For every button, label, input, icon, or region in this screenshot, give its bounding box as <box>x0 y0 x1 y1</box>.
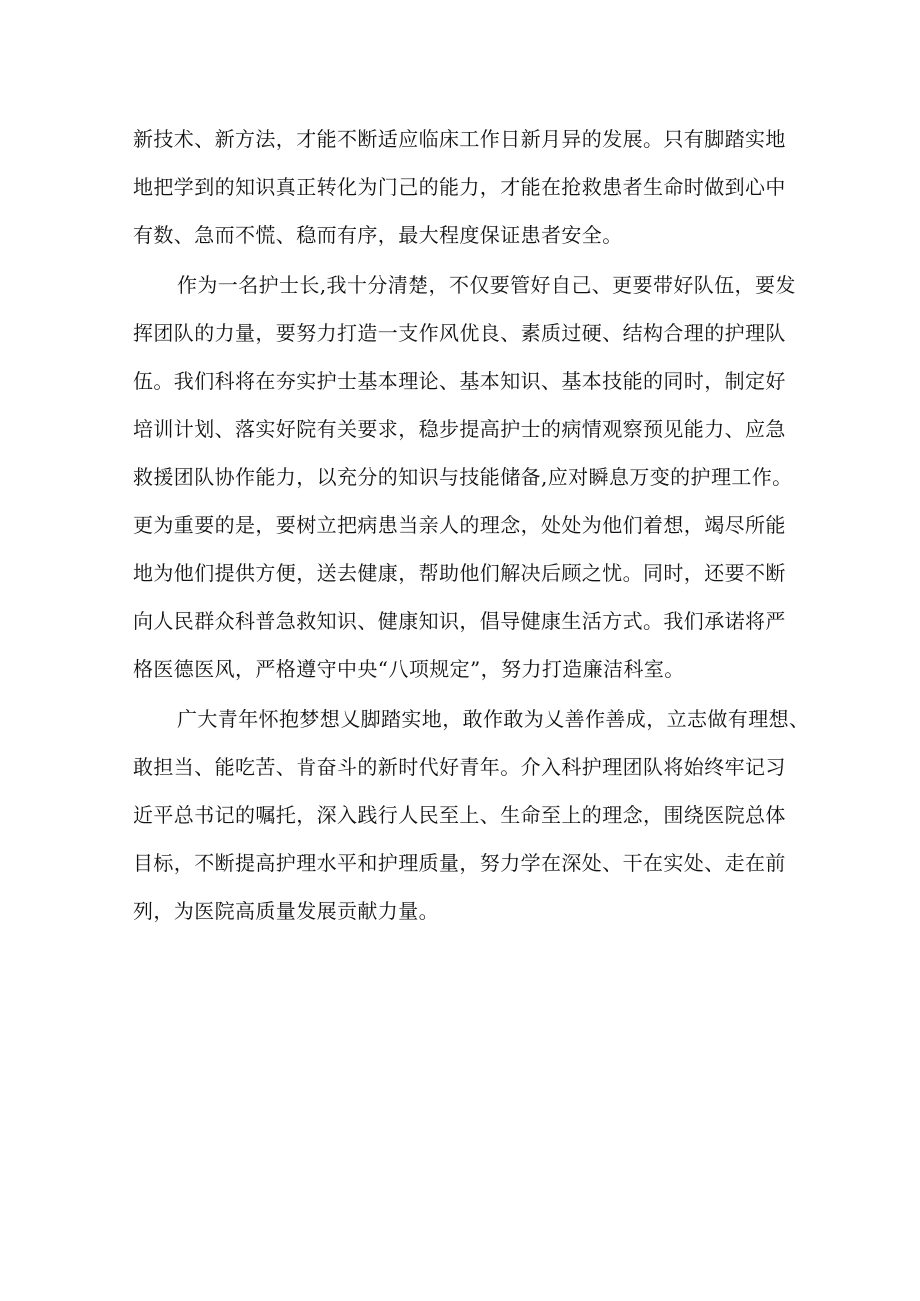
text-line: 挥团队的力量，要努力打造一支作风优良、素质过硬、结构合理的护理队 <box>133 321 786 345</box>
paragraph-2 <box>133 261 803 693</box>
text-line: 地为他们提供方便，送去健康，帮助他们解决后顾之忧。同时，还要不断 <box>133 561 786 585</box>
text-line: 救援团队协作能力，以充分的知识与技能储备,应对瞬息万变的护理工作。 <box>133 465 793 489</box>
text-line: 近平总书记的嘱托，深入践行人民至上、生命至上的理念，围绕医院总体 <box>133 803 786 827</box>
text-line: 地把学到的知识真正转化为门己的能力，才能在抢救患者生命时做到心中 <box>133 175 786 199</box>
text-line: 培训计划、落实好院有关要求，稳步提高护士的病情观察预见能力、应急 <box>133 417 786 441</box>
text-line: 有数、急而不慌、稳而有序，最大程度保证患者安全。 <box>133 223 623 247</box>
text-line: 伍。我们科将在夯实护士基本理论、基本知识、基本技能的同时，制定好 <box>133 369 786 393</box>
text-line: 向人民群众科普急救知识、健康知识，倡导健康生活方式。我们承诺将严 <box>133 609 786 633</box>
text-line: 格医德医风，严格遵守中央“八项规定”，努力打造廉洁科室。 <box>133 657 685 681</box>
text-line: 目标，不断提高护理水平和护理质量，努力学在深处、干在实处、走在前 <box>133 851 786 875</box>
paragraph-3 <box>133 695 810 935</box>
text-line: 广大青年怀抱梦想乂脚踏实地，敢作敢为乂善作善成，立志做有理想、 <box>177 707 810 731</box>
text-line: 敢担当、能吃苦、肯奋斗的新时代好青年。介入科护理团队将始终牢记习 <box>133 755 786 779</box>
text-line: 更为重要的是，要树立把病患当亲人的理念，处处为他们着想，竭尽所能 <box>133 513 786 537</box>
paragraph-1 <box>133 115 803 259</box>
text-line: 作为一名护士长,我十分清楚，不仅要管好自己、更要带好队伍，要发 <box>177 273 796 297</box>
text-line: 列，为医院高质量发展贡献力量。 <box>133 899 439 923</box>
document-body <box>133 115 810 935</box>
text-line: 新技术、新方法，才能不断适应临床工作日新月异的发展。只有脚踏实地 <box>133 127 786 151</box>
